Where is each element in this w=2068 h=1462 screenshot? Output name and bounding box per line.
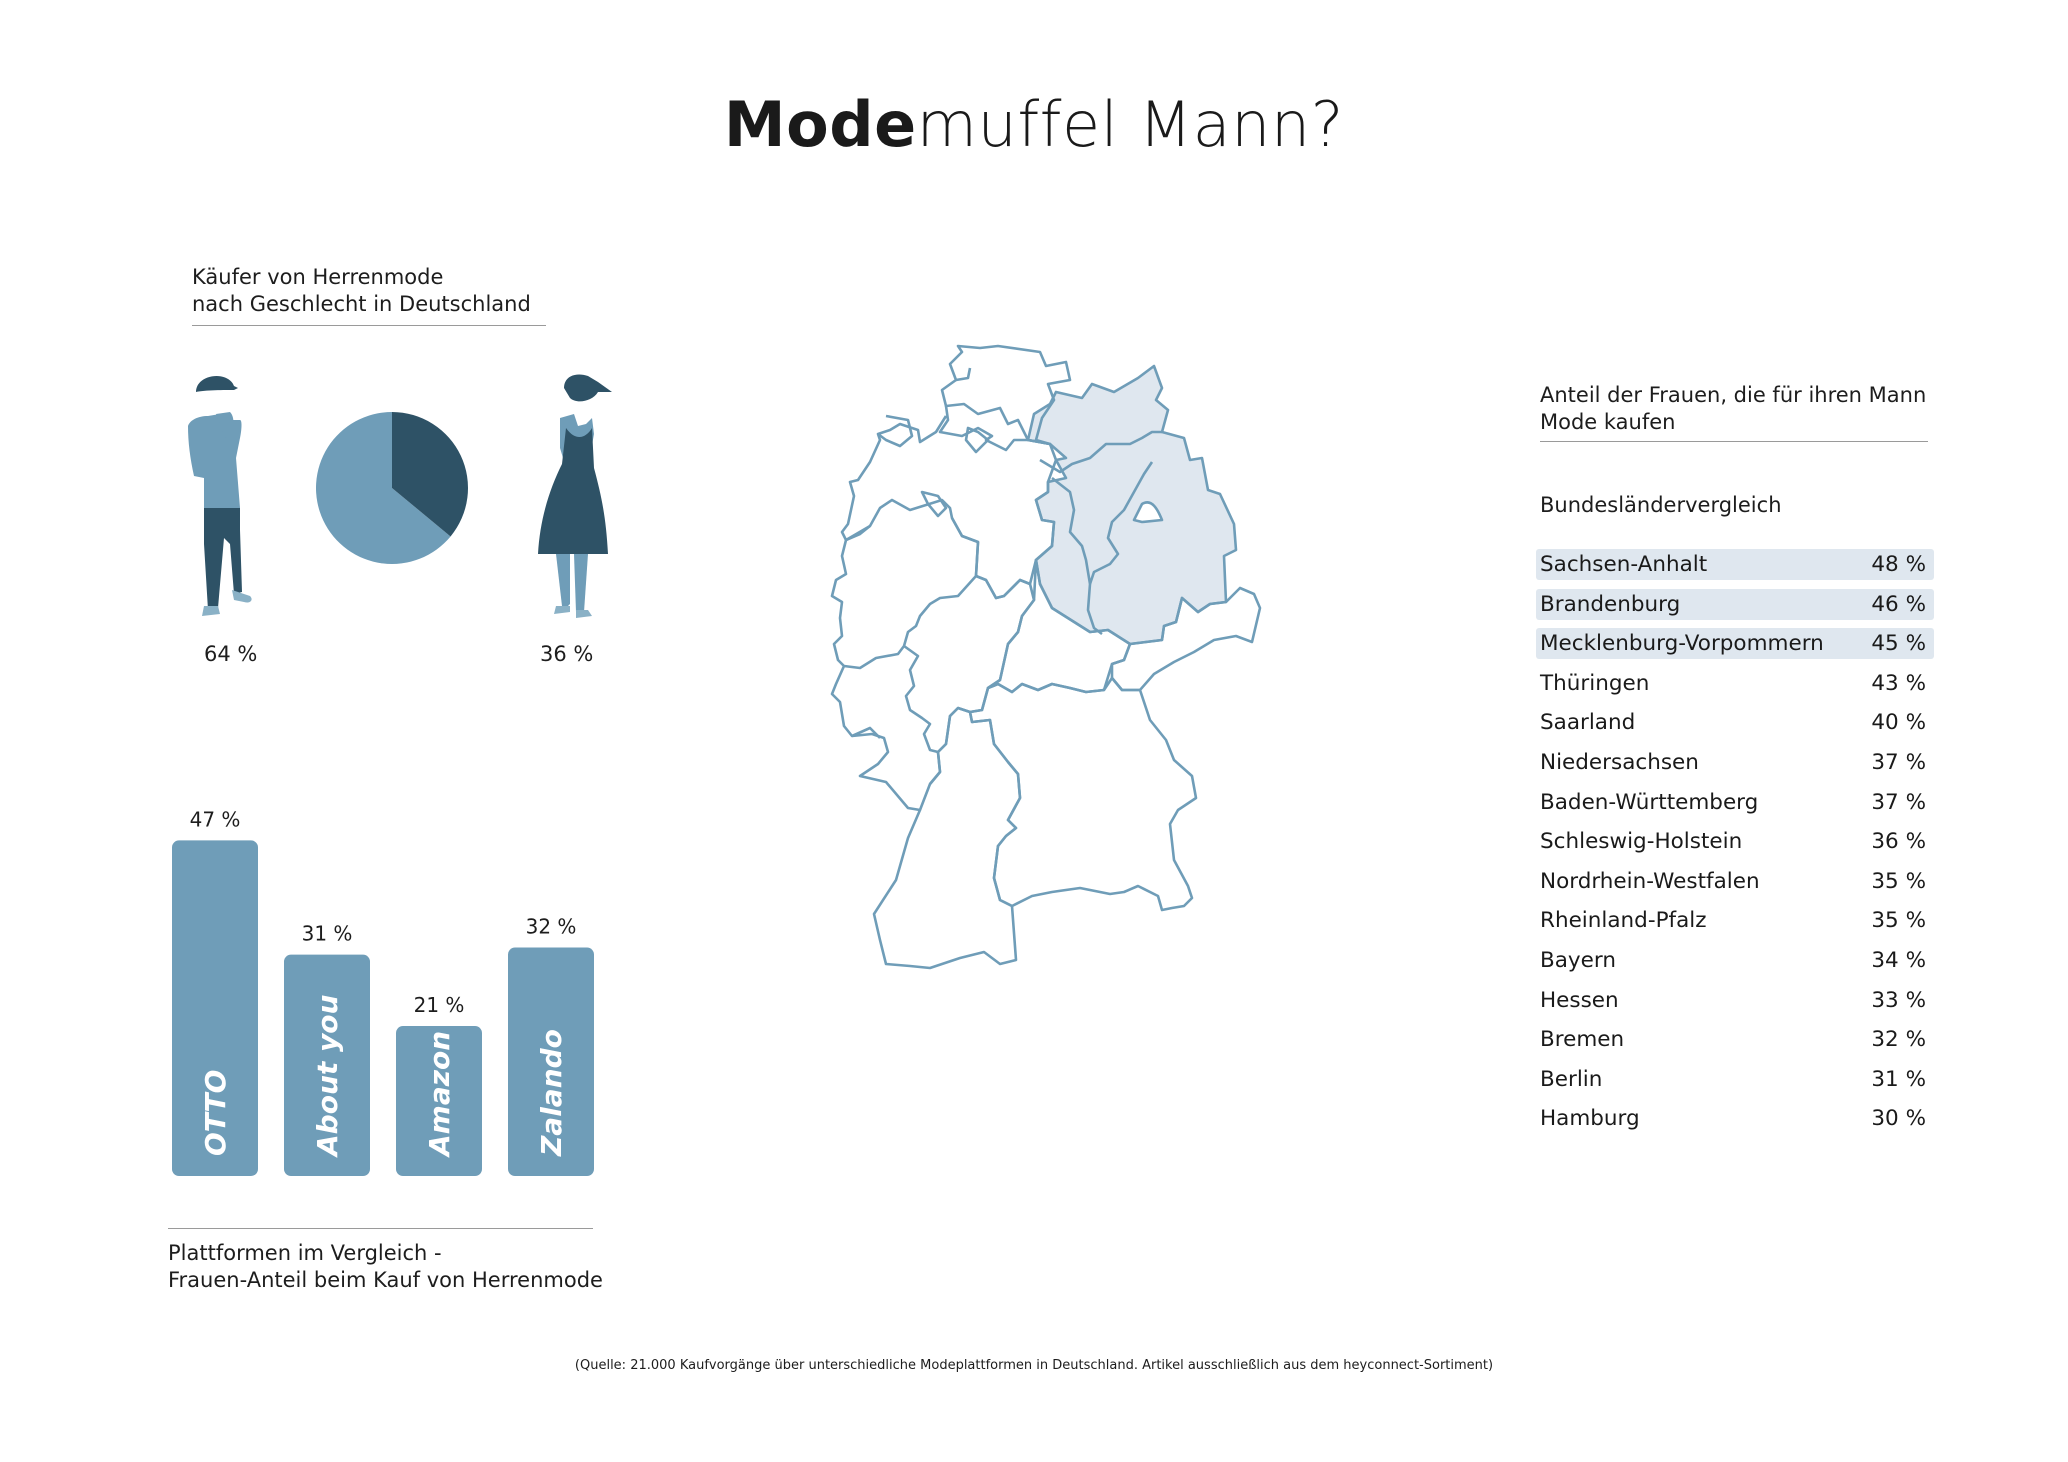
- bar-category-label: Zalando: [535, 1029, 568, 1156]
- ranking-state-name: Bremen: [1540, 1027, 1625, 1053]
- bar-category-label: Amazon: [423, 1030, 456, 1156]
- title-bold: Mode: [723, 88, 917, 161]
- ranking-row: [1536, 707, 1934, 738]
- bar-value-label: 47 %: [189, 807, 241, 832]
- ranking-row: [1536, 1064, 1934, 1095]
- states-title-line1: Anteil der Frauen, die für ihren Mann: [1540, 383, 1927, 407]
- ranking-state-value: 36 %: [1871, 829, 1926, 855]
- ranking-row: [1536, 668, 1934, 699]
- ranking-state-name: Niedersachsen: [1540, 750, 1699, 775]
- ranking-state-value: 34 %: [1871, 948, 1926, 973]
- map-region-east: [1028, 366, 1236, 644]
- states-title-line2: Mode kaufen: [1540, 410, 1676, 434]
- woman-figure-icon: [526, 368, 626, 620]
- ranking-state-name: Hessen: [1540, 987, 1619, 1013]
- source-note: (Quelle: 21.000 Kaufvorgänge über unterschiedliche Modeplattformen in Deutschland. Artikel ausschließlich aus dem heyconnect-Sortiment): [574, 1358, 1494, 1373]
- ranking-state-value: 35 %: [1871, 908, 1926, 934]
- platform-bar-chart: [150, 790, 610, 1180]
- ranking-state-name: Saarland: [1540, 710, 1636, 736]
- ranking-state-name: Hamburg: [1540, 1106, 1640, 1132]
- ranking-row: [1536, 866, 1934, 897]
- ranking-state-value: 35 %: [1871, 868, 1926, 894]
- gender-pie-chart: [312, 408, 472, 568]
- gender-title-line1: Käufer von Herrenmode: [192, 265, 444, 289]
- ranking-state-value: 48 %: [1871, 552, 1926, 577]
- title-rest: muffel Mann?: [916, 88, 1345, 161]
- ranking-state-value: 30 %: [1871, 1106, 1926, 1132]
- man-figure-icon: [180, 368, 270, 620]
- bar-value-label: 31 %: [301, 921, 353, 946]
- male-percent-label: 64 %: [204, 642, 258, 666]
- ranking-row: [1536, 985, 1934, 1016]
- ranking-row: [1536, 826, 1934, 857]
- ranking-row: [1536, 787, 1934, 818]
- ranking-state-value: 46 %: [1871, 591, 1926, 617]
- ranking-state-name: Sachsen-Anhalt: [1540, 552, 1708, 577]
- ranking-state-value: 40 %: [1871, 710, 1926, 736]
- female-percent-label: 36 %: [540, 642, 594, 666]
- ranking-row: [1536, 628, 1934, 659]
- ranking-state-value: 37 %: [1871, 750, 1926, 775]
- bar-value-label: 32 %: [525, 914, 577, 939]
- bar-category-label: About you: [311, 994, 344, 1156]
- platform-caption-line1: Plattformen im Vergleich -: [168, 1241, 442, 1265]
- ranking-state-name: Brandenburg: [1540, 591, 1681, 617]
- ranking-state-value: 31 %: [1871, 1066, 1926, 1092]
- ranking-row: [1536, 549, 1934, 580]
- ranking-row: [1536, 747, 1934, 778]
- bar-category-label: OTTO: [199, 1069, 232, 1156]
- ranking-state-name: Berlin: [1540, 1066, 1603, 1092]
- ranking-row: [1536, 1103, 1934, 1134]
- states-chart-title: [1540, 382, 1926, 436]
- ranking-state-value: 37 %: [1871, 789, 1926, 815]
- gender-title-line2: nach Geschlecht in Deutschland: [192, 292, 531, 316]
- ranking-row: [1536, 1024, 1934, 1055]
- ranking-state-name: Bayern: [1540, 948, 1616, 973]
- ranking-state-name: Thüringen: [1540, 670, 1650, 696]
- ranking-state-name: Nordrhein-Westfalen: [1540, 868, 1760, 894]
- page-title: [0, 88, 2068, 161]
- ranking-row: [1536, 945, 1934, 976]
- platform-caption-line2: Frauen-Anteil beim Kauf von Herrenmode: [168, 1268, 603, 1292]
- ranking-row: [1536, 589, 1934, 620]
- platform-chart-caption: [168, 1240, 603, 1294]
- ranking-state-name: Rheinland-Pfalz: [1540, 908, 1707, 934]
- bar-value-label: 21 %: [413, 993, 465, 1018]
- ranking-row: [1536, 905, 1934, 936]
- ranking-state-value: 33 %: [1871, 987, 1926, 1013]
- germany-map: [790, 340, 1460, 1210]
- states-title-rule: [1540, 441, 1928, 442]
- ranking-state-value: 45 %: [1871, 631, 1926, 657]
- ranking-state-name: Baden-Württemberg: [1540, 789, 1759, 815]
- ranking-state-name: Schleswig-Holstein: [1540, 829, 1743, 855]
- gender-chart-title: [192, 264, 531, 318]
- states-subtitle: Bundesländervergleich: [1540, 493, 1782, 517]
- gender-title-rule: [192, 325, 546, 326]
- platform-caption-rule: [168, 1228, 593, 1229]
- ranking-state-value: 43 %: [1871, 670, 1926, 696]
- ranking-state-name: Mecklenburg-Vorpommern: [1540, 631, 1824, 657]
- ranking-state-value: 32 %: [1871, 1027, 1926, 1053]
